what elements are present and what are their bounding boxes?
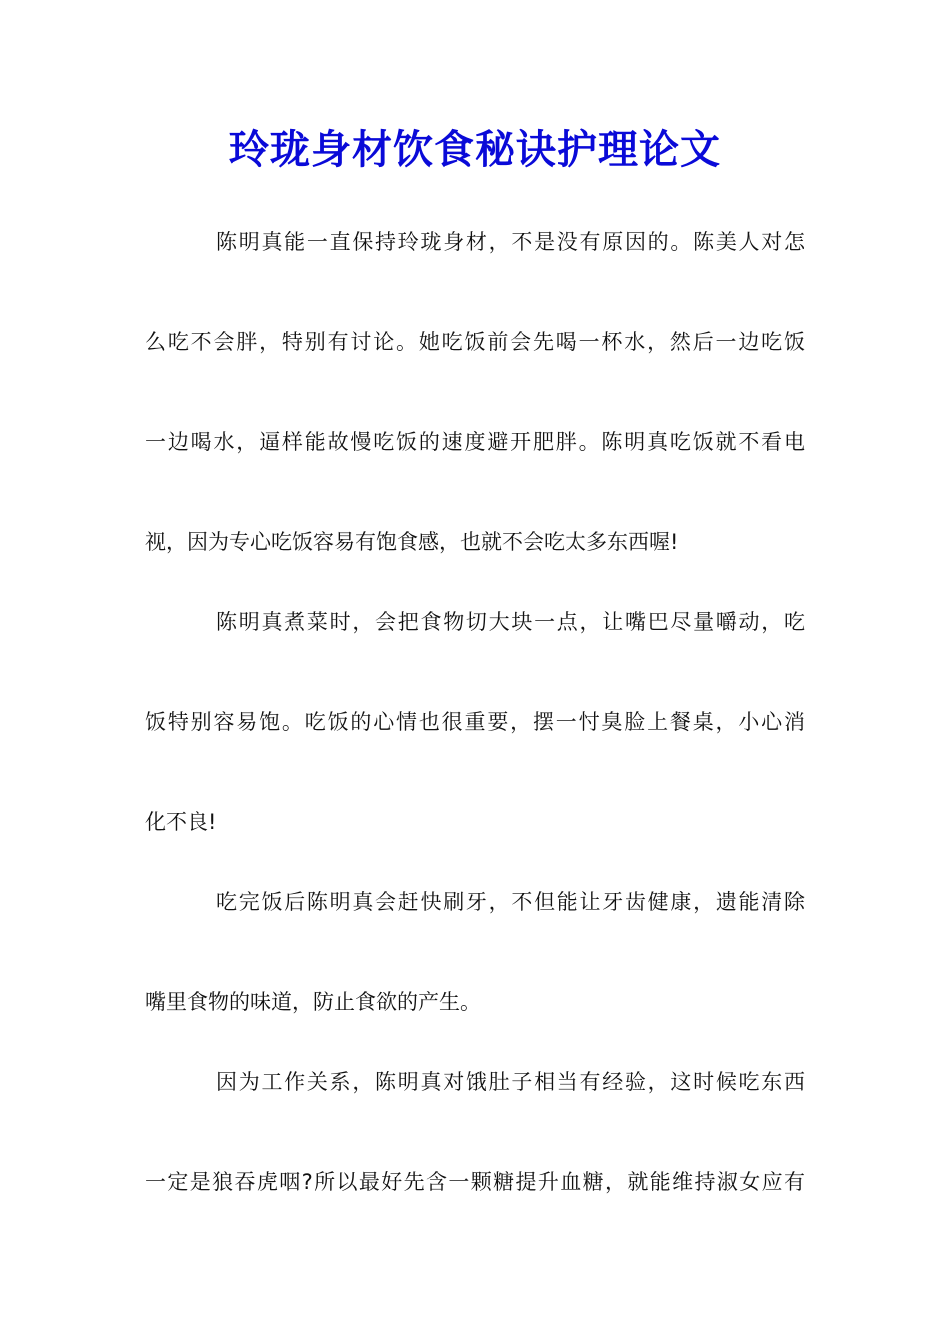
document-title: 玲珑身材饮食秘诀护理论文 — [229, 126, 721, 173]
paragraph-3-line-1: 吃完饭后陈明真会赶快刷牙，不但能让牙齿健康，遗能清除 — [216, 890, 805, 914]
paragraph-2-line-1: 陈明真煮菜时，会把食物切大块一点，让嘴巴尽量嚼动，吃 — [216, 610, 805, 634]
paragraph-2-line-2: 饭特别容易饱。吃饭的心情也很重要，摆一忖臭脸上餐桌，小心消 — [145, 710, 805, 734]
paragraph-4-line-1: 因为工作关系，陈明真对饿肚子相当有经验，这时候吃东西 — [216, 1070, 805, 1094]
paragraph-2-line-3: 化不良! — [145, 810, 217, 834]
paragraph-1-line-4: 视，因为专心吃饭容易有饱食感，也就不会吃太多东西喔! — [145, 530, 679, 554]
paragraph-3-line-2: 嘴里食物的味道，防止食欲的产生。 — [145, 990, 481, 1014]
paragraph-4-line-2: 一定是狼吞虎咽?所以最好先含一颗糖提升血糖，就能维持淑女应有 — [145, 1170, 805, 1194]
paragraph-1-line-2: 么吃不会胖，特别有讨论。她吃饭前会先喝一杯水，然后一边吃饭 — [145, 330, 805, 354]
paragraph-1-line-3: 一边喝水，逼样能故慢吃饭的速度避开肥胖。陈明真吃饭就不看电 — [145, 430, 805, 454]
paragraph-1-line-1: 陈明真能一直保持玲珑身材，不是没有原因的。陈美人对怎 — [216, 230, 805, 254]
